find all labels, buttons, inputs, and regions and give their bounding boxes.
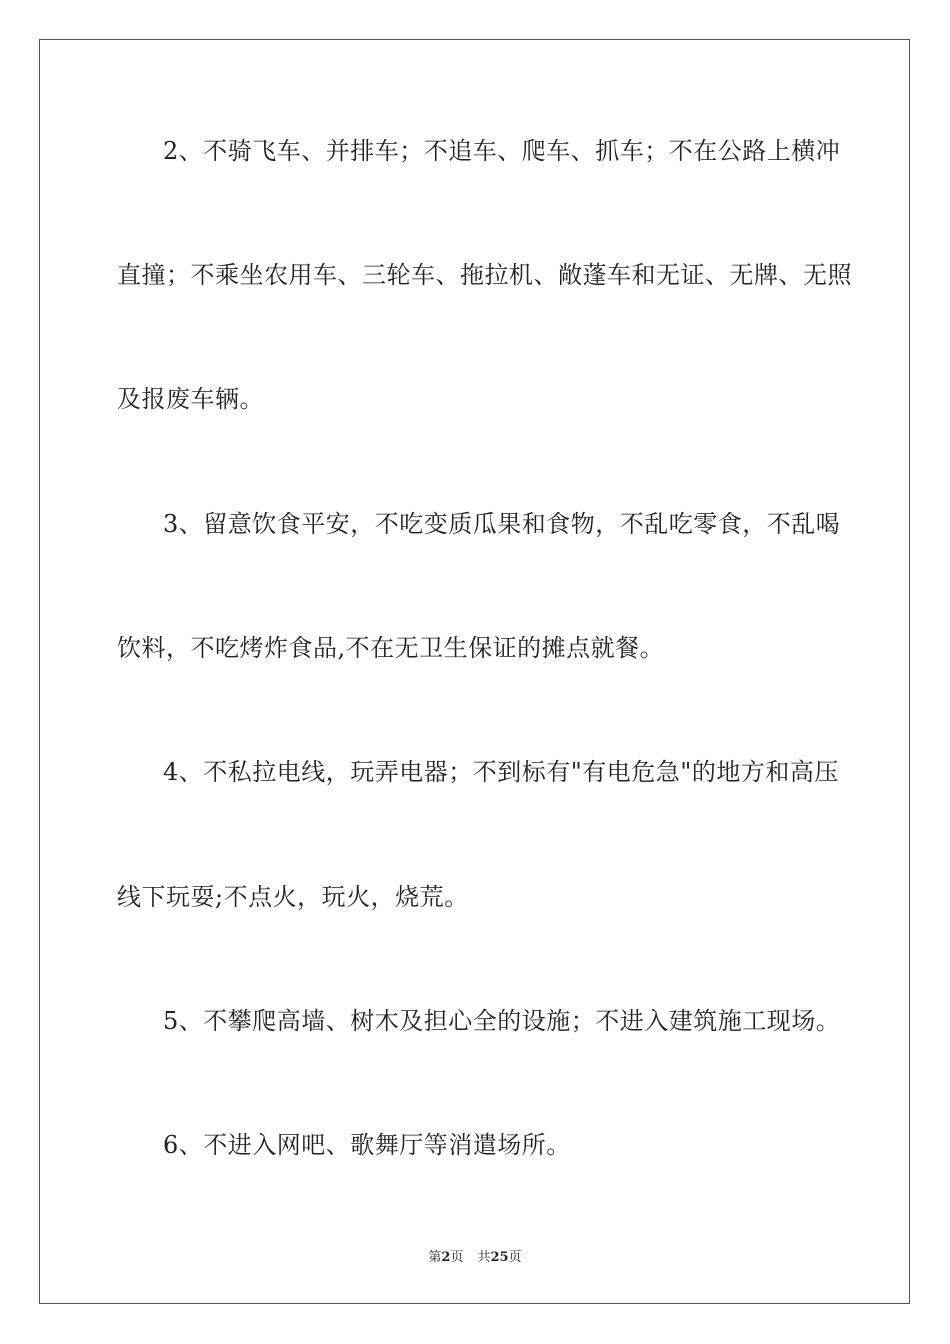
footer-page-suffix: 页 (450, 1250, 464, 1265)
paragraph-2-line-3: 及报废车辆。 (117, 385, 264, 413)
paragraph-5: 5、不攀爬高墙、树木及担心全的设施；不进入建筑施工现场。 (163, 1007, 841, 1035)
footer-page-number: 2 (441, 1250, 451, 1265)
paragraph-4-line-2: 线下玩耍;不点火，玩火，烧荒。 (117, 883, 469, 911)
footer-total-prefix: 共 (477, 1250, 491, 1265)
footer-page-prefix: 第 (428, 1250, 442, 1265)
page-footer (0, 1246, 950, 1265)
footer-total-pages: 25 (490, 1250, 509, 1265)
paragraph-6: 6、不进入网吧、歌舞厅等消遣场所。 (163, 1131, 571, 1159)
footer-total-suffix: 页 (508, 1250, 522, 1265)
paragraph-4-line-1: 4、不私拉电线，玩弄电器；不到标有"有电危急"的地方和高压 (163, 758, 839, 786)
paragraph-2-line-2: 直撞；不乘坐农用车、三轮车、拖拉机、敞蓬车和无证、无牌、无照 (117, 261, 852, 289)
paragraph-3-line-2: 饮料，不吃烤炸食品,不在无卫生保证的摊点就餐。 (117, 634, 665, 662)
paragraph-2-line-1: 2、不骑飞车、并排车；不追车、爬车、抓车；不在公路上横冲 (163, 137, 841, 165)
paragraph-3-line-1: 3、留意饮食平安，不吃变质瓜果和食物，不乱吃零食，不乱喝 (163, 510, 841, 538)
page-border (39, 39, 910, 1304)
